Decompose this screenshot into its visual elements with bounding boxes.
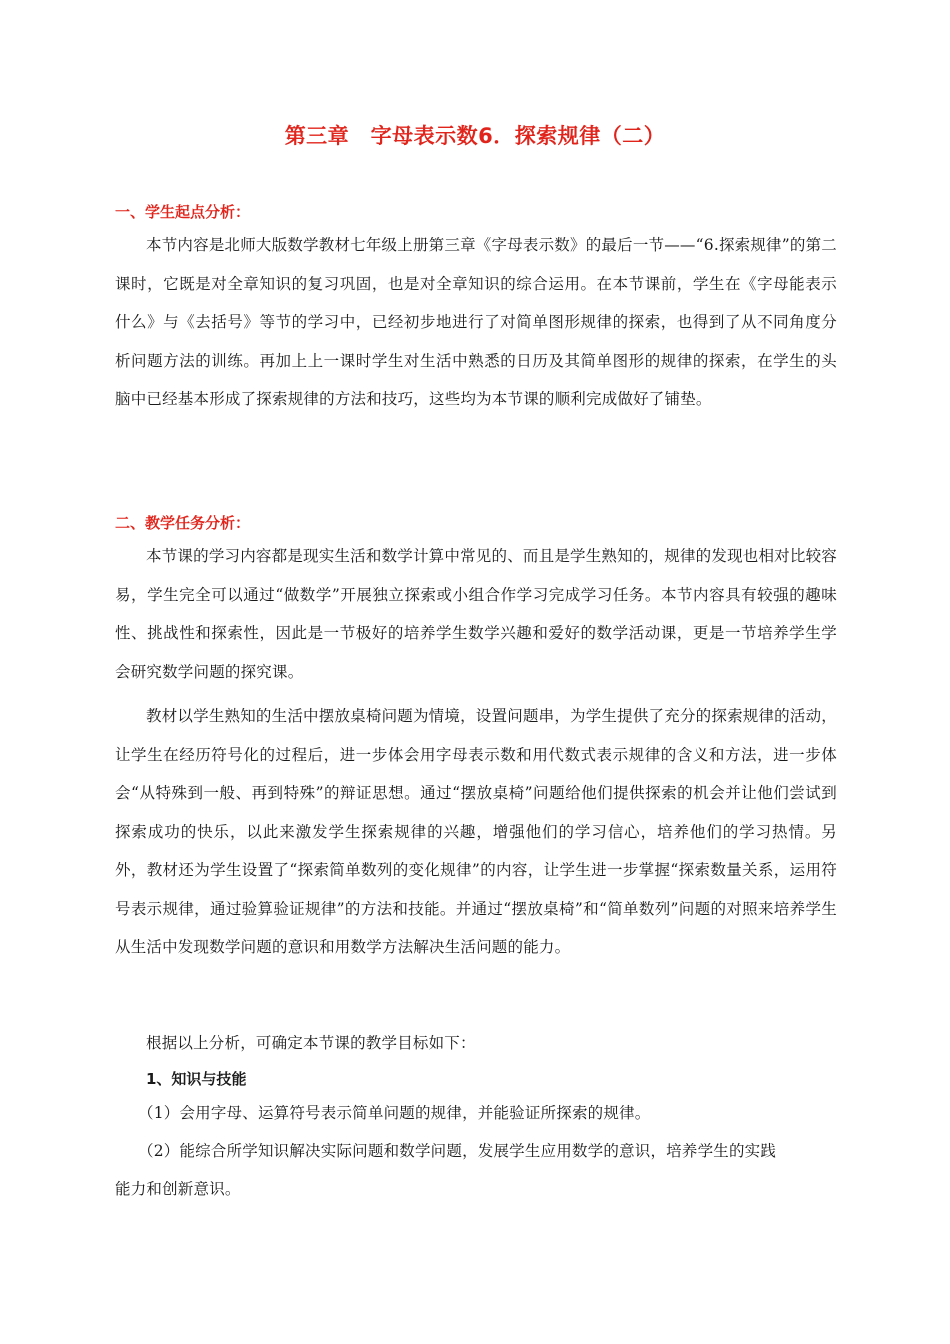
paragraph-task-content: 本节课的学习内容都是现实生活和数学计算中常见的、而且是学生熟知的，规律的发现也相对比较容易，学生完全可以通过“做数学”开展独立探索或小组合作学习完成学习任务。本节内容具有较强的趣味性、挑战性和探索性，因此是一节极好的培养学生数学兴趣和爱好的数学活动课，更是一节培养学生学会研究数学问题的探究课。 bbox=[115, 547, 837, 681]
subheading-knowledge-skills: 1、知识与技能 bbox=[146, 1070, 247, 1088]
paragraph-objectives-intro: 根据以上分析，可确定本节课的教学目标如下： bbox=[146, 1034, 476, 1052]
section-heading-task-analysis: 二、教学任务分析： bbox=[115, 514, 251, 532]
section-heading-student-analysis: 一、学生起点分析： bbox=[115, 203, 251, 221]
objective-item-2-line-1: （2）能综合所学知识解决实际问题和数学问题，发展学生应用数学的意识，培养学生的实践 bbox=[138, 1142, 777, 1160]
paragraph-student-analysis: 本节内容是北师大版数学教材七年级上册第三章《字母表示数》的最后一节——“6.探索规律”的第二课时，它既是对全章知识的复习巩固，也是对全章知识的综合运用。在本节课前，学生在《字母能表示什么》与《去括号》等节的学习中，已经初步地进行了对简单图形规律的探索，也得到了从不同角度分析问题方法的训练。再加上上一课时学生对生活中熟悉的日历及其简单图形的规律的探索，在学生的头脑中已经基本形成了探索规律的方法和技巧，这些均为本节课的顺利完成做好了铺垫。 bbox=[115, 236, 837, 408]
objective-item-1: （1）会用字母、运算符号表示简单问题的规律，并能验证所探索的规律。 bbox=[138, 1104, 651, 1122]
document-title: 第三章 字母表示数6．探索规律（二） bbox=[284, 124, 666, 148]
objective-item-2-line-2: 能力和创新意识。 bbox=[115, 1180, 241, 1198]
paragraph-textbook-context: 教材以学生熟知的生活中摆放桌椅问题为情境，设置问题串，为学生提供了充分的探索规律的活动，让学生在经历符号化的过程后，进一步体会用字母表示数和用代数式表示规律的含义和方法，进一步体会“从特殊到一般、再到特殊”的辩证思想。通过“摆放桌椅”问题给他们提供探索的机会并让他们尝试到探索成功的快乐，以此来激发学生探索规律的兴趣，增强他们的学习信心，培养他们的学习热情。另外，教材还为学生设置了“探索简单数列的变化规律”的内容，让学生进一步掌握“探索数量关系，运用符号表示规律，通过验算验证规律”的方法和技能。并通过“摆放桌椅”和“简单数列”问题的对照来培养学生从生活中发现数学问题的意识和用数学方法解决生活问题的能力。 bbox=[115, 707, 837, 956]
